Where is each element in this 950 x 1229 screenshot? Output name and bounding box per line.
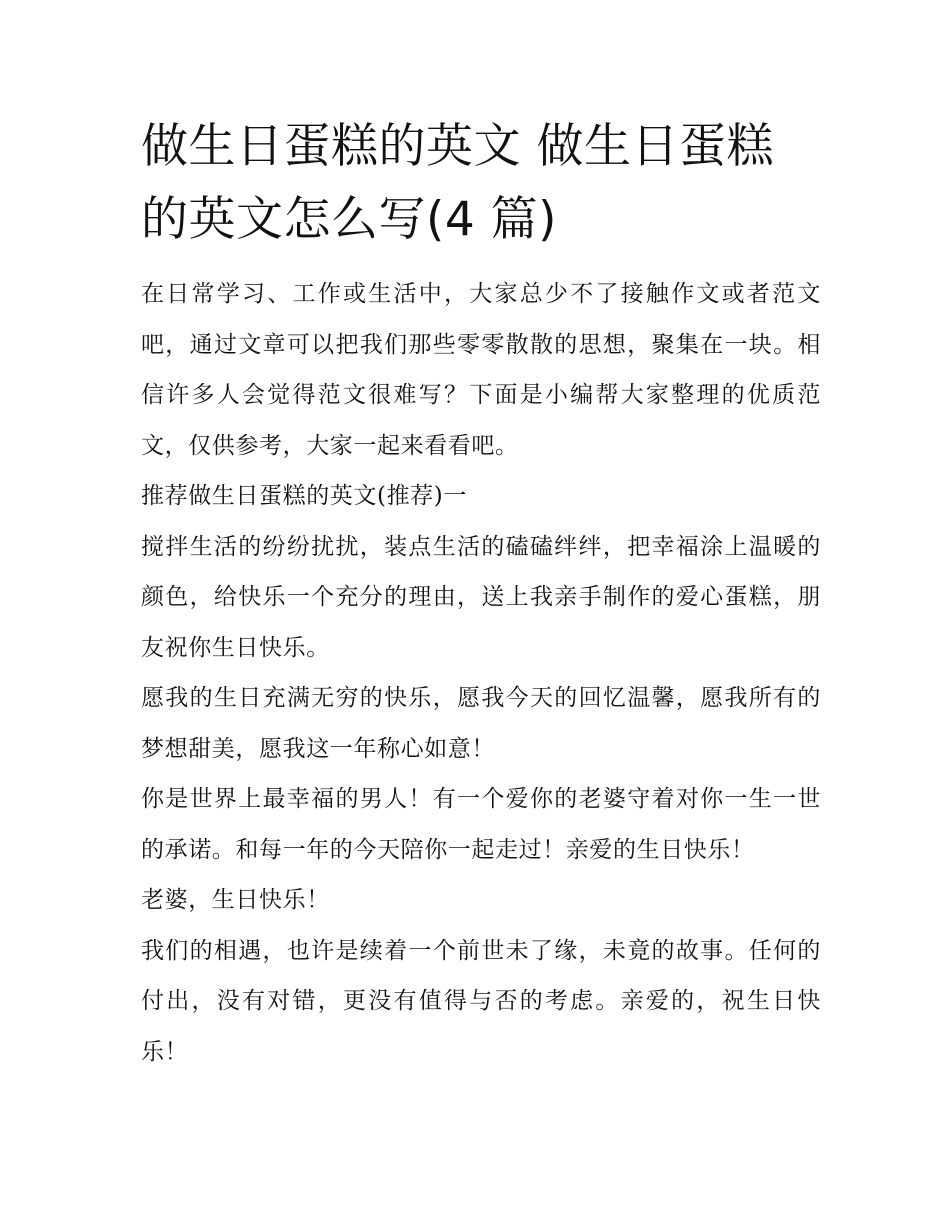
- body-paragraph: 愿我的生日充满无穷的快乐，愿我今天的回忆温馨，愿我所有的梦想甜美，愿我这一年称心如意！: [141, 685, 821, 762]
- intro-paragraph: 在日常学习、工作或生活中，大家总少不了接触作文或者范文吧，通过文章可以把我们那些零零散散的思想，聚集在一块。相信许多人会觉得范文很难写？下面是小编帮大家整理的优质范文，仅供参考，大家一起来看看吧。: [141, 281, 821, 459]
- section-heading: 推荐做生日蛋糕的英文(推荐)一: [141, 483, 467, 509]
- body-paragraph: 你是世界上最幸福的男人！有一个爱你的老婆守着对你一生一世的承诺。和每一年的今天陪你一起走过！亲爱的生日快乐！: [141, 786, 821, 863]
- body-paragraph: 我们的相遇，也许是续着一个前世未了缘，未竟的故事。任何的付出，没有对错，更没有值得与否的考虑。亲爱的，祝生日快乐！: [141, 937, 821, 1065]
- document-page: [141, 110, 821, 1077]
- document-title: 做生日蛋糕的英文 做生日蛋糕的英文怎么写(4 篇): [141, 119, 774, 247]
- body-paragraph: 搅拌生活的纷纷扰扰，装点生活的磕磕绊绊，把幸福涂上温暖的颜色，给快乐一个充分的理由，送上我亲手制作的爱心蛋糕，朋友祝你生日快乐。: [141, 533, 821, 661]
- body-paragraph: 老婆，生日快乐！: [141, 887, 330, 913]
